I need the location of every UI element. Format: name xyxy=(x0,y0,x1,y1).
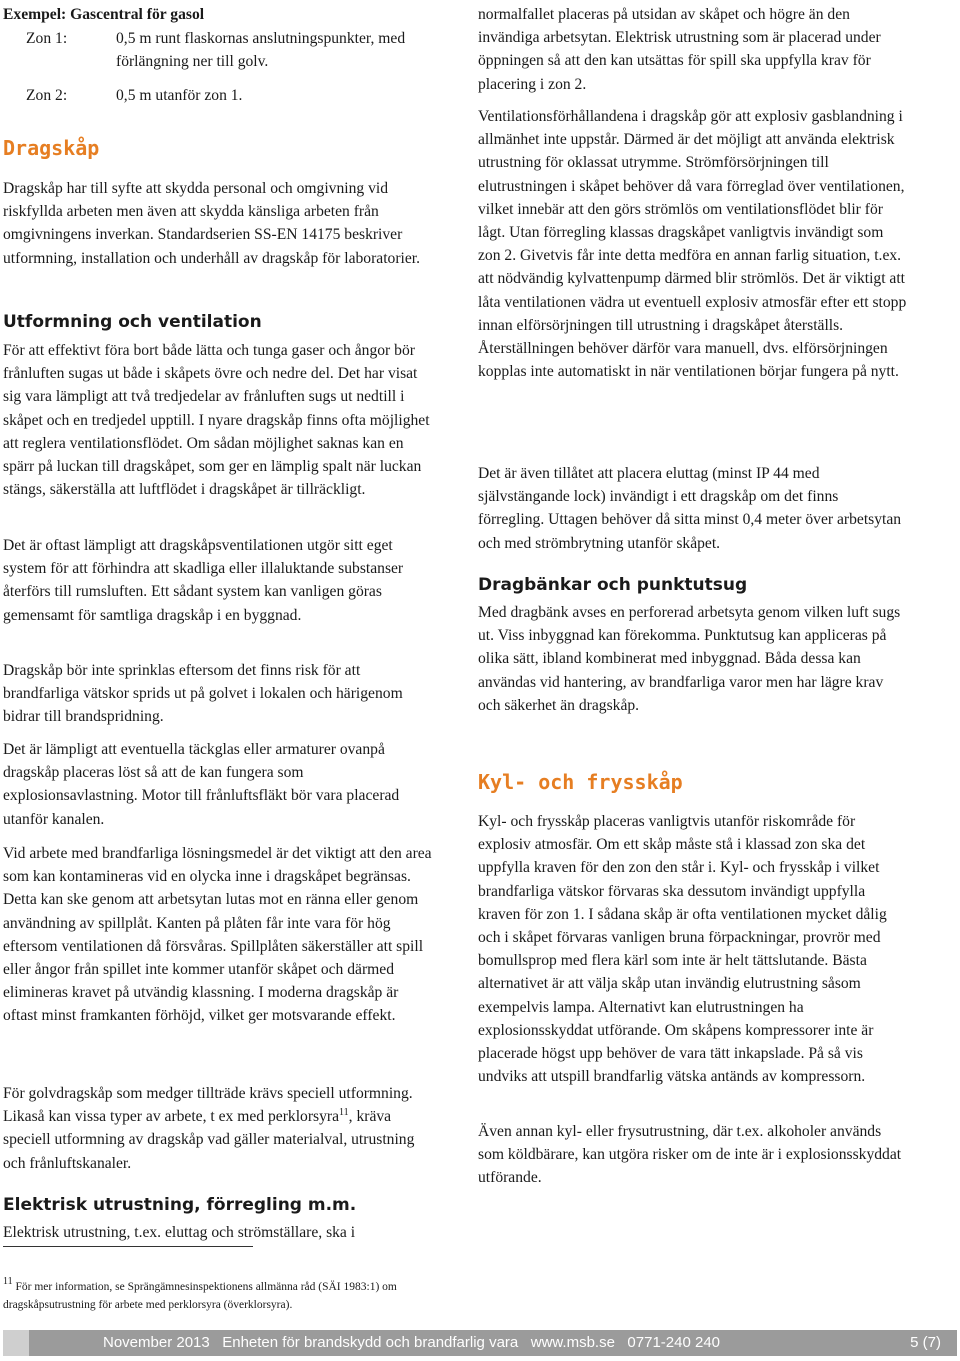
footnote-number: 11 xyxy=(3,1276,13,1287)
zone2-label: Zon 2: xyxy=(26,87,68,104)
paragraph-utformning-4: Det är lämpligt att eventuella täckglas eller armaturer ovanpå dragskåp placeras löst så att de kan fungera som explosionsavlastning. Motor till frånluftsfläkt bör vara placerad utanför kanalen. xyxy=(3,741,400,828)
paragraph-utformning-2: Det är oftast lämpligt att dragskåpsventilationen utgör sitt eget system för att förhindra att skadliga eller illaluktande substanser återförs till rumsluften. Ett sådant system kan vanligen göras gemensamt för samtliga dragskåp i en byggnad. xyxy=(3,537,404,624)
paragraph-ventilation: Ventilationsförhållandena i dragskåp gör att explosiv gasblandning i allmänhet inte uppstår. Därmed är det möjligt att använda elektrisk utrustning för oklassat utrymme. Strömförsörjningen till elutrustningen i skåpet behöver då vara förreglad över ventilationen, vilket innebär att den görs strömlös om ventilationsflödet blir för lågt. Utan förregling klassas dragskåpet vanligtvis invändigt som zon 2. Givetvis får inte detta medföra en annan farlig situation, t.ex. att nödvändig kylvattenpump därmed blir strömlös. Det är viktigt att låta ventilationen vädra ut eventuell explosiv atmosfär efter ett stopp innan elförsörjningen till utrustning i dragskåpet återställs. Återställningen behöver därför vara manuell, dvs. elförsörjningen kopplas inte automatiskt in när ventilationen börjar fungera på nytt. xyxy=(478,108,907,381)
footnote-divider xyxy=(3,1246,253,1247)
footnote-text: För mer information, se Sprängämnesinspektionens allmänna råd (SÄI 1983:1) om dragskåpsutrustning för arbete med perklorsyra (överklorsyra). xyxy=(3,1281,397,1311)
paragraph-kyl-2: Även annan kyl- eller frysutrustning, där t.ex. alkoholer används som köldbärare, kan utgöra risker om de inte är i explosionsskyddat utförande. xyxy=(478,1123,902,1187)
paragraph-dragskap-intro: Dragskåp har till syfte att skydda personal och omgivning vid riskfyllda arbeten men även att skydda känsliga arbeten från omgivningens inverkan. Standardserien SS-EN 14175 beskriver utformning, installation och underhåll av dragskåp för laboratorier. xyxy=(3,180,421,267)
zone1-text: 0,5 m runt flaskornas anslutningspunkter, med förlängning ner till golv. xyxy=(116,30,406,70)
paragraph-utformning-6 xyxy=(3,1082,435,1175)
zone1-label: Zon 1: xyxy=(26,30,68,47)
paragraph-utformning-5: Vid arbete med brandfarliga lösningsmedel är det viktigt att den area som kan kontamineras vid en olycka inne i dragskåpet begränsas. Detta kan ske genom att arbetsytan lutas mot en ränna eller genom användning av spillplåt. Kanten på plåten får inte vara för hög eftersom ventilationen då försvåras. Spillplåten säkerställer att spill eller ångor från spillet inte kommer utanför skåpet och därmed elimineras kravet på utvändig klassning. I moderna dragskåp är oftast minst framkanten förhöjd, vilket ger motsvarande effekt. xyxy=(3,845,432,1025)
page-footer xyxy=(3,1330,957,1356)
paragraph-text: , kräva speciell utformning av dragskåp vad gäller materialval, utrustning och frånluftskanaler. xyxy=(3,1108,415,1172)
paragraph-eluttag: Det är även tillåtet att placera eluttag (minst IP 44 med självstängande lock) invändigt i ett dragskåp om det finns förregling. Uttagen behöver då sitta minst 0,4 meter över arbetsytan och med strömbrytning utanför skåpet. xyxy=(478,465,902,552)
paragraph-elektrisk-cont: normalfallet placeras på utsidan av skåpet och högre än den invändiga arbetsytan. Elektrisk utrustning som är placerad under öppningen så att den kan utsättas för spill ska uppfylla krav för placering i zon 2. xyxy=(478,6,881,93)
heading-kyl-frysskap: Kyl- och frysskåp xyxy=(478,770,683,794)
heading-utformning: Utformning och ventilation xyxy=(3,312,262,332)
footnote xyxy=(3,1278,433,1314)
footer-text: November 2013 Enheten för brandskydd och brandfarlig vara www.msb.se 0771-240 240 xyxy=(103,1334,721,1351)
example-title: Exempel: Gascentral för gasol xyxy=(3,6,205,23)
heading-dragbankar: Dragbänkar och punktutsug xyxy=(478,575,748,595)
zone2-text: 0,5 m utanför zon 1. xyxy=(116,87,243,104)
page-number: 5 (7) xyxy=(910,1334,941,1351)
paragraph-dragbankar: Med dragbänk avses en perforerad arbetsyta genom vilken luft sugs ut. Viss inbyggnad kan förekomma. Punktutsug kan appliceras på olika sätt, ibland kombinerat med inbyggnad. Båda dessa kan användas vid hantering, av brandfarliga varor men har lägre krav och säkerhet än dragskåp. xyxy=(478,604,901,714)
footnote-reference[interactable]: 11 xyxy=(339,1107,349,1119)
heading-dragskap: Dragskåp xyxy=(3,136,100,160)
paragraph-utformning-3: Dragskåp bör inte sprinklas eftersom det finns risk för att brandfarliga vätskor sprids ut på golvet i lokalen och härigenom bidrar till brandspridning. xyxy=(3,662,403,726)
paragraph-elektrisk-start: Elektrisk utrustning, t.ex. eluttag och strömställare, ska i xyxy=(3,1224,356,1241)
paragraph-utformning-1: För att effektivt föra bort både lätta och tunga gaser och ångor bör frånluften sugas ut både i skåpets övre och nedre del. Det har visat sig vara lämpligt att två tredjedelar av frånluften sugs ut nedtill i skåpet och en tredjedel upptill. I nyare dragskåp finns ofta möjlighet att reglera ventilationsflödet. Om sådan möjlighet saknas kan en spärr på luckan till dragskåpet, som ger en lämplig spalt när luckan stängs, säkerställa att luftflödet i dragskåpet är tillräckligt. xyxy=(3,342,430,499)
paragraph-text: För golvdragskåp som medger tillträde krävs speciell utformning. Likaså kan vissa typer av arbete, t ex med perklorsyra xyxy=(3,1085,413,1126)
paragraph-kyl-1: Kyl- och frysskåp placeras vanligtvis utanför riskområde för explosiv atmosfär. Om ett skåp måste stå i klassad zon ska det uppfylla kraven för den zon den står i. Kyl- och frysskåp i vilket brandfarliga vätskor förvaras ska dessutom invändigt uppfylla kraven för zon 1. I sådana skåp är ofta ventilationen mycket dålig och i skåpet förvaras vanligen bruna förpackningar, provrör med bomullsprop med flera kärl som inte är helt tättslutande. Bästa alternativet är att välja skåp utan invändig elutrustning såsom exempelvis lampa. Alternativt kan elutrustningen ha explosionsskyddat utförande. Om skåpens kompressorer inte är placerade högst upp behöver de vara tätt inkapslade. På så vis undviks att utspill brandfarlig vätska antänds av kompressorn. xyxy=(478,813,887,1086)
heading-elektrisk: Elektrisk utrustning, förregling m.m. xyxy=(3,1195,357,1215)
footer-swatch xyxy=(3,1330,29,1356)
